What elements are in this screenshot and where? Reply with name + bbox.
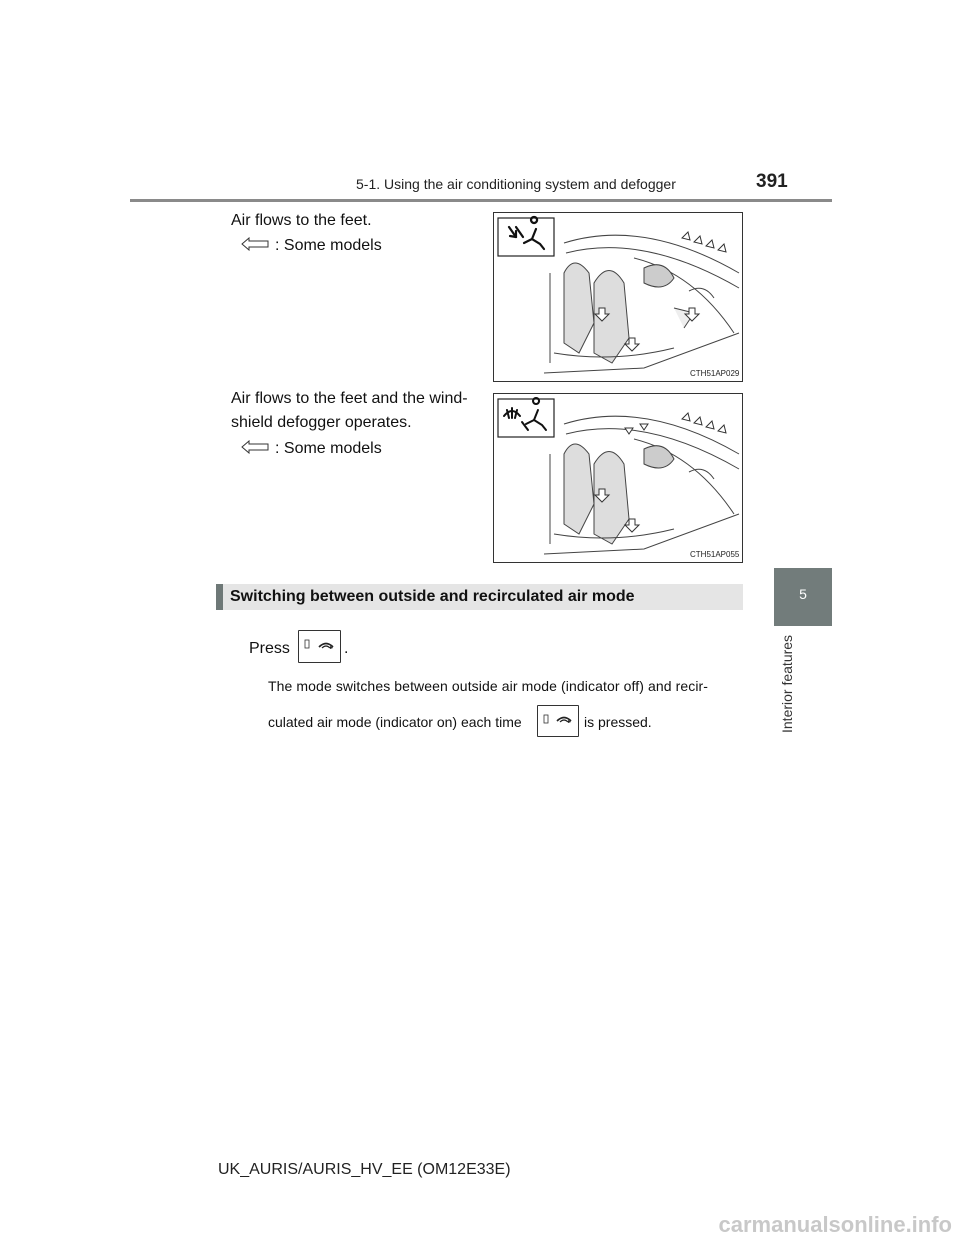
- car-interior-illustration: [494, 213, 742, 381]
- block2-text-line2: shield defogger operates.: [231, 414, 412, 431]
- block1-text: Air flows to the feet.: [231, 212, 372, 229]
- arrow-left-icon: [241, 237, 269, 251]
- press-period: .: [344, 640, 349, 657]
- chapter-label: Interior features: [779, 634, 795, 734]
- description-line2a: culated air mode (indicator on) each time: [268, 714, 522, 730]
- press-label: Press: [249, 640, 290, 657]
- arrow-left-icon: [241, 440, 269, 454]
- figure1-code: CTH51AP029: [690, 369, 740, 378]
- chapter-number: 5: [799, 586, 807, 602]
- block1-note: : Some models: [275, 237, 382, 254]
- recirculated-air-button-icon: [298, 630, 341, 663]
- description-line2b: is pressed.: [584, 714, 652, 730]
- section-title: Switching between outside and recirculated air mode: [230, 588, 635, 605]
- section-heading-accent: [216, 584, 223, 610]
- header-section-title: 5-1. Using the air conditioning system and defogger: [356, 176, 676, 192]
- chapter-label-wrap: [779, 634, 799, 734]
- description-line1: The mode switches between outside air mode (indicator off) and recir-: [268, 678, 709, 694]
- car-interior-illustration: [494, 394, 742, 562]
- page-number: 391: [756, 171, 788, 192]
- figure-feet-airflow: [493, 212, 743, 382]
- watermark: carmanualsonline.info: [718, 1212, 952, 1237]
- footer-model-code: UK_AURIS/AURIS_HV_EE (OM12E33E): [218, 1161, 511, 1178]
- recirculated-air-button-icon: [537, 705, 579, 737]
- figure2-code: CTH51AP055: [690, 550, 740, 559]
- figure-feet-defogger-airflow: [493, 393, 743, 563]
- block2-text-line1: Air flows to the feet and the wind-: [231, 390, 468, 407]
- block2-note: : Some models: [275, 440, 382, 457]
- header-rule: [130, 199, 832, 202]
